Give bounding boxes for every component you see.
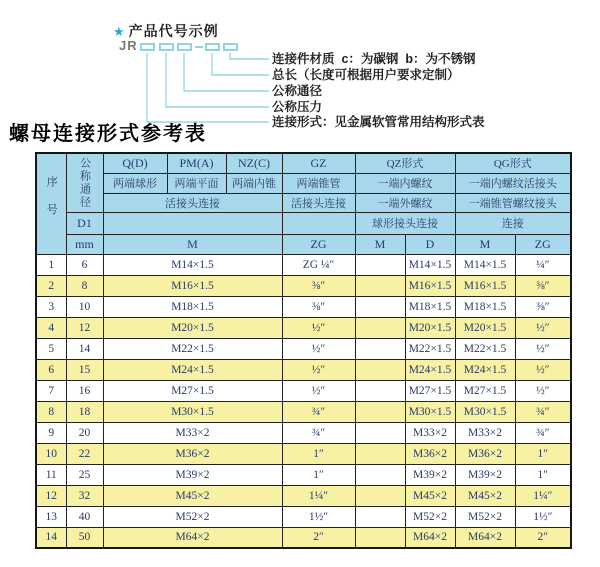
cell-qz-m — [355, 464, 405, 485]
cell-qz-d: M33×2 — [405, 422, 455, 443]
cell-dn: 18 — [66, 401, 103, 422]
cell-qz-m — [355, 422, 405, 443]
cell-qg-zg: ⅜″ — [515, 275, 571, 296]
cell-gz-zg: ½″ — [282, 317, 355, 338]
cell-dn: 10 — [66, 296, 103, 317]
cell-gz-zg: ½″ — [282, 338, 355, 359]
star-icon: ★ — [113, 24, 126, 39]
cell-qg-zg: 1″ — [515, 464, 571, 485]
cell-gz-zg: 1″ — [282, 464, 355, 485]
cell-qg-m: M45×2 — [455, 485, 515, 506]
cell-gz-zg: ZG ¼″ — [282, 254, 355, 275]
cell-qz-d: M45×2 — [405, 485, 455, 506]
cell-qz-d: M16×1.5 — [405, 275, 455, 296]
table-body — [36, 254, 571, 548]
cell-qz-m — [355, 443, 405, 464]
cell-qg-m: M64×2 — [455, 527, 515, 548]
table-row — [36, 506, 571, 527]
cell-qz-d: M52×2 — [405, 506, 455, 527]
cell-qz-d: M64×2 — [405, 527, 455, 548]
code-prefix: JR — [119, 38, 138, 53]
cell-qg-zg: ¾″ — [515, 422, 571, 443]
cell-m: M18×1.5 — [103, 296, 282, 317]
cell-m: M30×1.5 — [103, 401, 282, 422]
header-code-gz: GZ — [282, 153, 355, 173]
header-unit-qg-zg: ZG — [515, 234, 571, 254]
header-desc-gz: 两端锥管 — [282, 173, 355, 193]
table-row — [36, 443, 571, 464]
cell-qz-m — [355, 359, 405, 380]
cell-qg-m: M30×1.5 — [455, 401, 515, 422]
cell-dn: 22 — [66, 443, 103, 464]
cell-qz-m — [355, 485, 405, 506]
cell-qg-m: M14×1.5 — [455, 254, 515, 275]
header-d1: D1 — [66, 212, 103, 234]
cell-m: M52×2 — [103, 506, 282, 527]
cell-qz-m — [355, 338, 405, 359]
header-unit-qg-m: M — [455, 234, 515, 254]
cell-qz-m — [355, 275, 405, 296]
table-row — [36, 296, 571, 317]
header-desc-pm: 两端平面 — [167, 173, 226, 193]
cell-qz-d: M24×1.5 — [405, 359, 455, 380]
cell-qg-m: M22×1.5 — [455, 338, 515, 359]
cell-qg-zg: ⅜″ — [515, 296, 571, 317]
diagram-title-text: 产品代号示例 — [128, 23, 219, 39]
cell-seq: 14 — [36, 527, 66, 548]
cell-m: M39×2 — [103, 464, 282, 485]
cell-seq: 4 — [36, 317, 66, 338]
header-unit-zg: ZG — [282, 234, 355, 254]
cell-qz-m — [355, 317, 405, 338]
header-code-nz: NZ(C) — [226, 153, 282, 173]
cell-qz-m — [355, 254, 405, 275]
cell-dn: 16 — [66, 380, 103, 401]
header-unit-qz-d: D — [405, 234, 455, 254]
cell-gz-zg: 1½″ — [282, 506, 355, 527]
cell-qz-d: M14×1.5 — [405, 254, 455, 275]
diagram-label-connection: 连接形式：见金属软管常用结构形式表 — [272, 115, 485, 129]
cell-qg-zg: 2″ — [515, 527, 571, 548]
header-joint-qpmnz: 活接头连接 — [103, 193, 282, 212]
header-code-qz: QZ形式 — [355, 153, 455, 173]
cell-qg-m: M33×2 — [455, 422, 515, 443]
cell-qz-d: M30×1.5 — [405, 401, 455, 422]
diagram-label-pressure: 公称压力 — [272, 100, 323, 114]
header-row-units — [36, 234, 571, 254]
header-empty-gz — [282, 212, 355, 234]
table-row — [36, 422, 571, 443]
header-joint-qg: 一端锥管螺纹接头 — [455, 193, 571, 212]
cell-m: M27×1.5 — [103, 380, 282, 401]
table-row — [36, 254, 571, 275]
cell-qg-zg: ½″ — [515, 359, 571, 380]
table-row — [36, 275, 571, 296]
header-desc-qz: 一端内螺纹 — [355, 173, 455, 193]
table-row — [36, 380, 571, 401]
cell-dn: 12 — [66, 317, 103, 338]
cell-qz-m — [355, 506, 405, 527]
cell-m: M20×1.5 — [103, 317, 282, 338]
cell-dn: 8 — [66, 275, 103, 296]
cell-seq: 3 — [36, 296, 66, 317]
cell-qg-zg: ¾″ — [515, 401, 571, 422]
header-code-qg: QG形式 — [455, 153, 571, 173]
cell-m: M33×2 — [103, 422, 282, 443]
cell-gz-zg: 1¼″ — [282, 485, 355, 506]
cell-qz-m — [355, 296, 405, 317]
header-mm: mm — [66, 234, 103, 254]
cell-dn: 15 — [66, 359, 103, 380]
header-desc-nz: 两端内锥 — [226, 173, 282, 193]
cell-qg-zg: ¼″ — [515, 254, 571, 275]
cell-seq: 5 — [36, 338, 66, 359]
diagram-label-diameter: 公称通径 — [272, 84, 323, 98]
cell-qg-m: M39×2 — [455, 464, 515, 485]
cell-seq: 10 — [36, 443, 66, 464]
cell-qg-zg: 1″ — [515, 443, 571, 464]
header-row-joint — [36, 193, 571, 212]
cell-qg-zg: 1¼″ — [515, 485, 571, 506]
cell-gz-zg: 2″ — [282, 527, 355, 548]
cell-qz-d: M22×1.5 — [405, 338, 455, 359]
cell-seq: 2 — [36, 275, 66, 296]
cell-qz-d: M18×1.5 — [405, 296, 455, 317]
cell-dn: 6 — [66, 254, 103, 275]
header-row-d1 — [36, 212, 571, 234]
cell-qg-zg: ½″ — [515, 317, 571, 338]
header-empty-qpmnz — [103, 212, 282, 234]
cell-qz-d: M36×2 — [405, 443, 455, 464]
cell-dn: 32 — [66, 485, 103, 506]
cell-qg-zg: ½″ — [515, 380, 571, 401]
cell-seq: 6 — [36, 359, 66, 380]
header-joint-qz: 一端外螺纹 — [355, 193, 455, 212]
cell-qz-d: M39×2 — [405, 464, 455, 485]
cell-qg-m: M36×2 — [455, 443, 515, 464]
cell-gz-zg: ⅜″ — [282, 296, 355, 317]
cell-gz-zg: ¾″ — [282, 422, 355, 443]
cell-seq: 8 — [36, 401, 66, 422]
cell-gz-zg: ⅜″ — [282, 275, 355, 296]
header-seq: 序号 — [36, 153, 66, 254]
header-ball-joint: 球形接头连接 — [355, 212, 455, 234]
header-size: 公称通径 — [66, 153, 103, 212]
cell-m: M45×2 — [103, 485, 282, 506]
cell-dn: 40 — [66, 506, 103, 527]
cell-m: M64×2 — [103, 527, 282, 548]
cell-qg-m: M16×1.5 — [455, 275, 515, 296]
cell-dn: 14 — [66, 338, 103, 359]
table-row — [36, 485, 571, 506]
cell-qg-m: M27×1.5 — [455, 380, 515, 401]
cell-dn: 25 — [66, 464, 103, 485]
cell-qg-zg: ½″ — [515, 338, 571, 359]
cell-m: M14×1.5 — [103, 254, 282, 275]
cell-gz-zg: ½″ — [282, 380, 355, 401]
cell-gz-zg: ½″ — [282, 359, 355, 380]
cell-qz-m — [355, 527, 405, 548]
cell-m: M22×1.5 — [103, 338, 282, 359]
cell-qg-m: M24×1.5 — [455, 359, 515, 380]
cell-gz-zg: 1″ — [282, 443, 355, 464]
cell-seq: 13 — [36, 506, 66, 527]
table-row — [36, 527, 571, 548]
diagram-label-material: 连接件材质 c：为碳钢 b：为不锈钢 — [272, 52, 476, 66]
table-title: 螺母连接形式参考表 — [9, 123, 207, 145]
cell-m: M36×2 — [103, 443, 282, 464]
cell-qg-m: M18×1.5 — [455, 296, 515, 317]
table-row — [36, 359, 571, 380]
header-connect: 连接 — [455, 212, 571, 234]
cell-seq: 1 — [36, 254, 66, 275]
diagram-label-length: 总长（长度可根据用户要求定制） — [272, 68, 460, 82]
table-row — [36, 401, 571, 422]
cell-qz-d: M27×1.5 — [405, 380, 455, 401]
header-desc-qg: 一端内螺纹活接头 — [455, 173, 571, 193]
header-unit-m: M — [103, 234, 282, 254]
header-joint-gz: 活接头连接 — [282, 193, 355, 212]
header-row-descriptions — [36, 173, 571, 193]
cell-seq: 11 — [36, 464, 66, 485]
cell-qz-m — [355, 380, 405, 401]
table-row — [36, 338, 571, 359]
product-code-diagram — [0, 0, 600, 132]
cell-qg-m: M52×2 — [455, 506, 515, 527]
cell-dn: 20 — [66, 422, 103, 443]
header-code-pm: PM(A) — [167, 153, 226, 173]
table-row — [36, 317, 571, 338]
cell-qz-m — [355, 401, 405, 422]
cell-m: M24×1.5 — [103, 359, 282, 380]
header-desc-qd: 两端球形 — [103, 173, 167, 193]
cell-seq: 12 — [36, 485, 66, 506]
cell-qg-zg: 1½″ — [515, 506, 571, 527]
cell-seq: 7 — [36, 380, 66, 401]
header-unit-qz-m: M — [355, 234, 405, 254]
cell-gz-zg: ¾″ — [282, 401, 355, 422]
cell-qz-d: M20×1.5 — [405, 317, 455, 338]
cell-qg-m: M20×1.5 — [455, 317, 515, 338]
cell-m: M16×1.5 — [103, 275, 282, 296]
nut-connection-reference-table — [35, 152, 572, 549]
cell-seq: 9 — [36, 422, 66, 443]
table-row — [36, 464, 571, 485]
header-row-codes — [36, 153, 571, 173]
cell-dn: 50 — [66, 527, 103, 548]
header-code-qd: Q(D) — [103, 153, 167, 173]
